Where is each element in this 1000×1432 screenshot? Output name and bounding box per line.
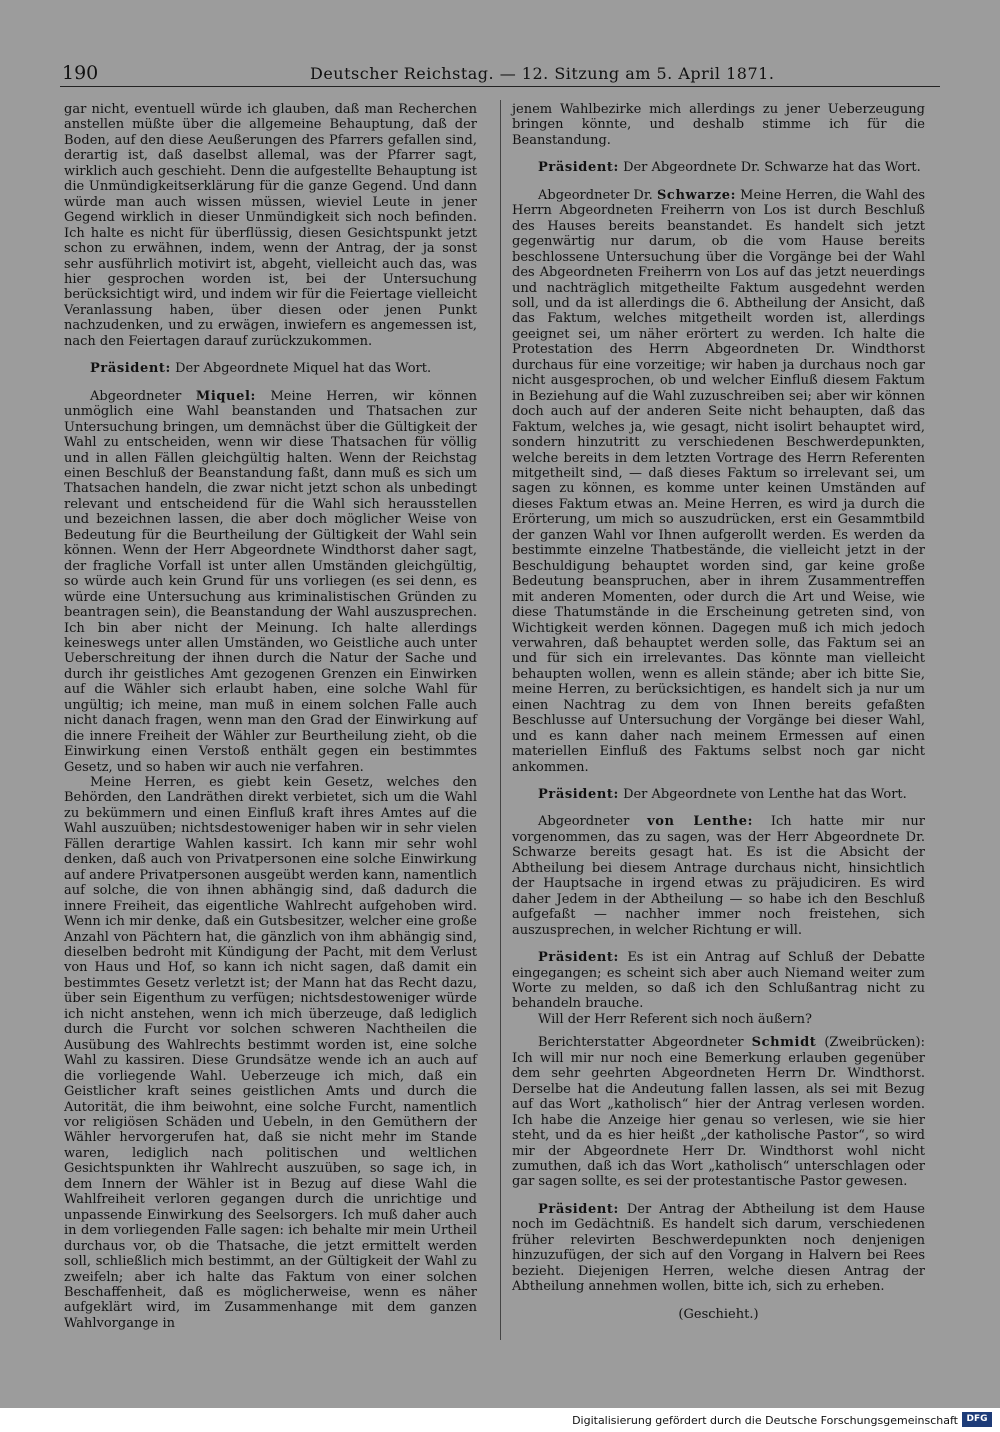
paragraph-text: Der Abgeordnete Miquel hat das Wort. [175, 361, 432, 377]
paragraph: Meine Herren, es giebt kein Gesetz, welches den Behörden, den Landräthen direkt verbietet, sich um die Wahl zu bekümmern und einen Einfluß kraft ihres Amtes auf die Wahl auszuüben; nichtsdestoweniger haben wir in sehr vielen Fällen derartige Wahlen kassirt. Ich kann mir sehr wohl denken, daß auch von Privatpersonen eine solche Einwirkung auf andere Privatpersonen ausgeübt werden kann, namentlich auf solche, die von ihnen abhängig sind, daß dadurch die innere Freiheit, das eigentliche Wahlrecht aufgehoben wird. Wenn ich mir denke, daß ein Gutsbesitzer, welcher eine große Anzahl von Pächtern hat, die gänzlich von ihm abhängig sind, dieselben bedroht mit Kündigung der Pacht, mit dem Verlust von Haus und Hof, so kann ich nicht sagen, daß damit ein bestimmtes Gesetz verletzt ist; der Mann hat das Recht dazu, über sein Eigenthum zu verfügen; nichtsdestoweniger würde ich nicht anstehen, wenn ich mich überzeuge, daß lediglich durch die Furcht vor solchen schweren Nachtheilen die Ausübung des Wahlrechts bestimmt worden ist, eine solche Wahl zu kassiren. Diese Grundsätze wende ich an auch auf die vorliegende Wahl. Ueberzeuge ich mich, daß ein Geistlicher kraft seines geistlichen Amts und durch die Autorität, die ihm beiwohnt, eine solche Furcht, namentlich vor religiösen Schäden und Uebeln, in den Gemüthern der Wähler hervorgerufen hat, daß sie nicht mehr im Stande waren, lediglich nach politischen und weltlichen Gesichtspunkten ihr Wahlrecht auszuüben, so sage ich, in dem Innern der Wähler ist in Bezug auf diese Wahl die Wahlfreiheit verloren gegangen durch die unrichtige und unpassende Einwirkung des Seelsorgers. Ich muß daher auch in dem vorliegenden Falle sagen: ich behalte mir mein Urtheil durchaus vor, ob die Thatsache, die jetzt ermittelt werden soll, schließlich mich bestimmt, an der Gültigkeit der Wahl zu zweifeln; aber ich halte das Faktum von einer solchen Beschaffenheit, daß es möglicherweise, wenn es näher aufgeklärt wird, im Zusammenhange mit dem ganzen Wahlvorgange in [64, 775, 477, 1331]
stage-direction: (Geschieht.) [678, 1306, 759, 1322]
speaker-suffix: (Zweibrücken): [824, 1035, 926, 1051]
paragraph-text: Der Abgeordnete von Lenthe hat das Wort. [623, 787, 907, 803]
paragraph: Will der Herr Referent sich noch äußern? [538, 1011, 812, 1027]
paragraph: gar nicht, eventuell würde ich glauben, daß man Recherchen anstellen müßte über die allgemeine Behauptung, daß der Boden, auf den diese Aeußerungen des Pfarrers gefallen sind, derartig ist, daß daselbst allemal, was der Pfarrer sagt, wirklich auch geschieht. Denn die aufgestellte Behauptung ist die Unmündigkeitserklärung für die ganze Gegend. Und dann würde man auch wissen müssen, wieviel Leute in jener Gegend wirklich in dieser Unmündigkeit sich noch befinden. Ich halte es nicht für überflüssig, diesen Gesichtspunkt jetzt schon zu erwähnen, indem, wenn der Antrag, der ja sonst sehr ausführlich motivirt ist, abgeht, vielleicht auch das, was hier gesprochen worden ist, bei der Untersuchung berücksichtigt wird, und indem wir für die Feiertage vielleicht Veranlassung haben, über diesen oder jenen Punkt nachzudenken, und zu erwägen, inwiefern es angemessen ist, nach den Feiertagen darauf zurückzukommen. [64, 102, 477, 349]
paragraph [512, 814, 925, 938]
paragraph [512, 1035, 925, 1190]
speaker-name: Miquel: [195, 388, 256, 404]
speaker-label: Präsident: [538, 160, 619, 176]
speaker-name: von Lenthe: [647, 814, 754, 830]
paragraph-text: Der Abgeordnete Dr. Schwarze hat das Wort. [623, 160, 921, 176]
paragraph [512, 160, 925, 175]
speaker-label: Präsident: [90, 361, 171, 377]
right-column [512, 102, 925, 1322]
header-rule [60, 86, 940, 87]
paragraph [64, 361, 477, 376]
speaker-label: Präsident: [538, 787, 619, 803]
paragraph [512, 188, 925, 775]
paragraph [64, 389, 477, 775]
running-title: Deutscher Reichstag. — 12. Sitzung am 5. April 1871. [310, 64, 775, 83]
funding-credit: Digitalisierung gefördert durch die Deutsche Forschungsgemeinschaft [572, 1414, 958, 1427]
footer-bar [0, 1408, 1000, 1432]
column-divider [500, 100, 501, 1340]
speaker-prefix: Abgeordneter [538, 814, 630, 830]
paragraph-text: Ich will mir nur noch eine Bemerkung erlauben gegenüber dem sehr geehrten Abgeordneten Herrn Dr. Windthorst. Derselbe hat die Andeutung fallen lassen, als sei mit Bezug auf das Wort „katholisch“ hier der Antrag verlesen worden. Ich habe die Anzeige hier genau so verlesen, wie sie hier steht, und da es hier heißt „der katholische Pastor“, so wird mir der Abgeordnete Herr Dr. Windthorst wohl nicht zumuthen, daß ich das Wort „katholisch“ unterschlagen oder gar sagen sollte, es sei der protestantische Pastor gewesen. [512, 1050, 925, 1190]
left-column [64, 102, 477, 1331]
paragraph-text: Es ist ein Antrag auf Schluß der Debatte eingegangen; es scheint sich aber auch Niemand weiter zum Worte zu melden, so daß ich den Schlußantrag nicht zu behandeln brauche. [512, 950, 925, 1012]
paragraph-text: Der Antrag der Abtheilung ist dem Hause noch im Gedächtniß. Es handelt sich darum, verschiedenen früher relevirten Beschwerdepunkten noch denjenigen hinzuzufügen, der sich auf den Vorgang in Halvern bei Rees bezieht. Diejenigen Herren, welche diesen Antrag der Abtheilung annehmen wollen, bitte ich, sich zu erheben. [512, 1201, 925, 1295]
speaker-label: Präsident: [538, 950, 619, 966]
paragraph [512, 787, 925, 802]
speaker-label: Präsident: [538, 1201, 619, 1217]
speaker-prefix: Berichterstatter Abgeordneter [538, 1035, 744, 1051]
paragraph [512, 1202, 925, 1295]
speaker-name: Schmidt [751, 1035, 817, 1051]
paragraph-text: Meine Herren, wir können unmöglich eine Wahl beanstanden und Thatsachen zur Untersuchung bringen, um demnächst über die Gültigkeit der Wahl zu entscheiden, wenn wir diese Thatsachen für völlig und in allen Fällen gleichgültig halten. Wenn der Reichstag einen Beschluß der Beanstandung faßt, dann muß es sich um Thatsachen handeln, die zwar nicht jetzt schon als unbedingt relevant und entscheidend für die Wahl sich herausstellen und bezeichnen lassen, die aber doch möglicher Weise von Bedeutung für die Beurtheilung der Gültigkeit der Wahl sein können. Wenn der Herr Abgeordnete Windthorst daher sagt, der fragliche Vorfall ist unter allen Umständen gleichgültig, so würde auch kein Grund für uns vorliegen (es sei denn, es würde eine Untersuchung aus kriminalistischen Gründen zu beantragen sein), die Beanstandung der Wahl auszusprechen. Ich bin aber nicht der Meinung. Ich halte allerdings keineswegs unter allen Umständen, wo Geistliche auch unter Ueberschreitung der ihnen durch die Natur der Sache und durch ihr geistliches Amt gezogenen Grenzen ein Einwirken auf die Wähler sich erlaubt haben, eine solche Wahl für ungültig; ich meine, man muß in einem solchen Falle auch nicht danach fragen, wenn man den Grad der Einwirkung auf die innere Freiheit der Wähler zur Beurtheilung zieht, ob die Einwirkung einen Verstoß enthält gegen ein bestimmtes Gesetz, und so haben wir auch nie verfahren. [64, 388, 477, 775]
dfg-logo: DFG [962, 1412, 992, 1427]
paragraph: jenem Wahlbezirke mich allerdings zu jener Ueberzeugung bringen könnte, und deshalb stimme ich für die Beanstandung. [512, 102, 925, 148]
page-header [60, 58, 940, 86]
page-number: 190 [62, 62, 99, 84]
speaker-prefix: Abgeordneter Dr. [538, 187, 653, 203]
speaker-name: Schwarze: [656, 187, 737, 203]
paragraph-text: Ich hatte mir nur vorgenommen, das zu sagen, was der Herr Abgeordnete Dr. Schwarze bereits gesagt hat. Es ist die Absicht der Abtheilung bei diesem Antrage durchaus nicht, hinsichtlich der Hauptsache in irgend etwas zu präjudiciren. Es wird daher Jedem in der Abtheilung — so habe ich den Beschluß aufgefaßt — nachher immer noch freistehen, sich auszusprechen, in welcher Richtung er will. [512, 814, 926, 938]
paragraph [512, 950, 925, 1012]
paragraph-text: Meine Herren, die Wahl des Herrn Abgeordneten Freiherrn von Los ist durch Beschluß des Hauses bereits beanstandet. Es handelt sich jetzt gegenwärtig nur darum, ob die vom Hause bereits beschlossene Untersuchung über die Vorgänge bei der Wahl des Abgeordneten Freiherrn von Los auf das jetzt neuerdings und nachträglich mitgetheilte Faktum ausgedehnt werden soll, und da ist allerdings die 6. Abtheilung der Ansicht, daß das Faktum, welches mitgetheilt worden ist, allerdings geeignet sei, um näher erörtert zu werden. Ich halte die Protestation des Herrn Abgeordneten Dr. Windthorst durchaus für eine vorzeitige; wir haben ja durchaus noch gar nicht ausgesprochen, ob und welcher Einfluß diesem Faktum in Beziehung auf die Wahl zuzuschreiben sei; aber wir können doch auch auf der anderen Seite nicht behaupten, daß das Faktum, welches ja, wie gesagt, nicht isolirt behauptet wird, sondern hinzutritt zu verschiedenen Beschwerdepunkten, welche bereits in dem letzten Vortrage des Herrn Referenten mitgetheilt sind, — daß dieses Faktum so irrelevant sei, um sagen zu können, es komme unter keinen Umständen auf dieses Faktum etwas an. Meine Herren, es wird ja durch die Erörterung, um mich so auszudrücken, erst ein Gesammtbild der ganzen Wahl vor Ihnen aufgerollt werden. Es werden da bestimmte einzelne Thatbestände, die vielleicht jetzt in der Beschuldigung behauptet worden sind, gar keine große Bedeutung beanspruchen, aber in ihrem Zusammentreffen mit anderen Momenten, oder durch die Art und Weise, wie diese Thatumstände in die Erscheinung getreten sind, von Wichtigkeit werden können. Dagegen muß ich mich jedoch verwahren, daß behauptet werden solle, das Faktum sei an und für sich ein irrelevantes. Das könnte man vielleicht behaupten wollen, wenn es allein stände; aber ich bitte Sie, meine Herren, zu berücksichtigen, es handelt sich ja nur um einen Nachtrag zu dem von Ihnen bereits gefaßten Beschlusse auf Untersuchung der Vorgänge bei dieser Wahl, und es kann daher nach meinem Ermessen auf einen materiellen Einfluß des Faktums selbst noch gar nicht ankommen. [512, 187, 926, 775]
speaker-prefix: Abgeordneter [90, 388, 182, 404]
